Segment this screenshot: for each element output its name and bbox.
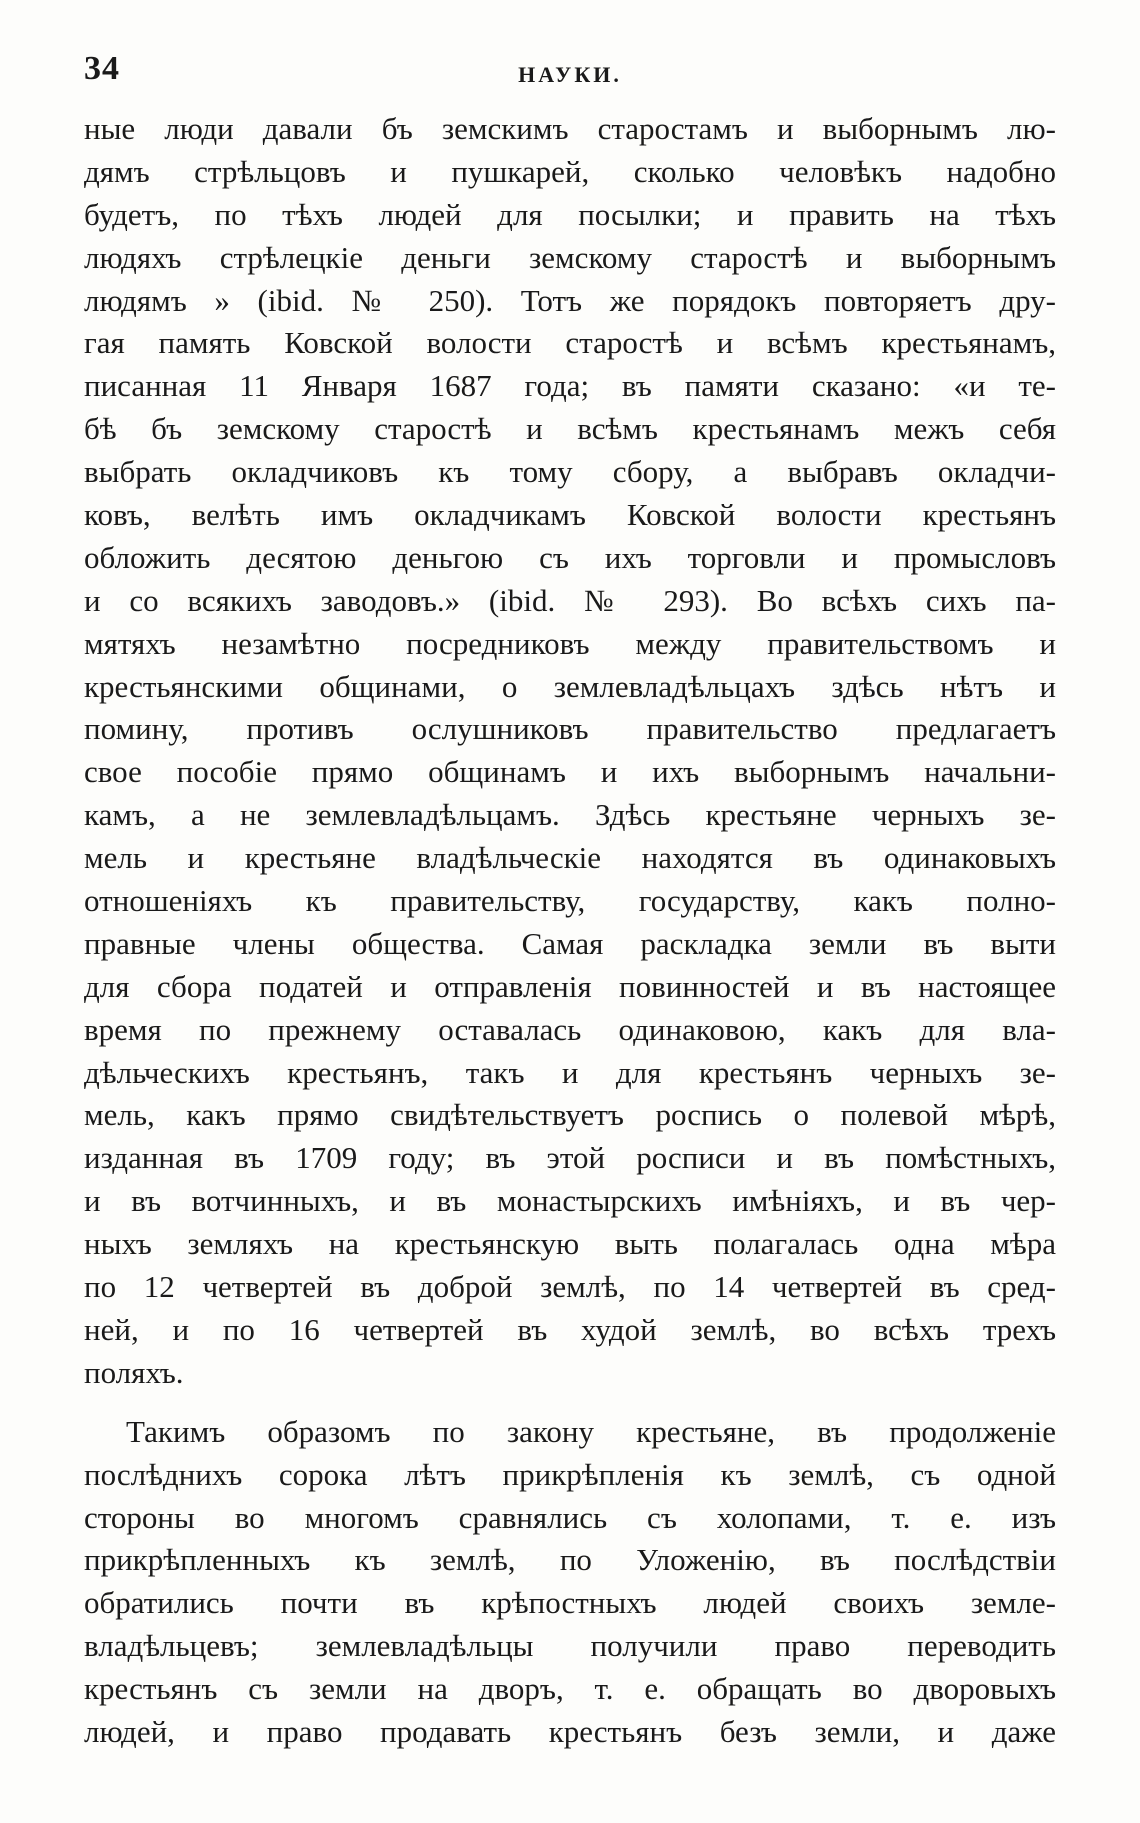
text-line: мель, какъ прямо свидѣтельствуетъ роспись о полевой мѣрѣ, bbox=[84, 1097, 1056, 1133]
text-line: ней, и по 16 четвертей въ худой землѣ, во всѣхъ трехъ bbox=[84, 1311, 1056, 1347]
text-line: для сбора податей и отправленія повинностей и въ настоящее bbox=[84, 968, 1056, 1004]
text-line: мель и крестьяне владѣльческіе находятся въ одинаковыхъ bbox=[84, 840, 1056, 876]
text-line: дямъ стрѣльцовъ и пушкарей, сколько человѣкъ надобно bbox=[84, 153, 1056, 189]
paragraph-1 bbox=[84, 108, 1056, 1395]
text-line: правные члены общества. Самая раскладка земли въ выти bbox=[84, 925, 1056, 961]
paragraph-2 bbox=[84, 1411, 1056, 1754]
text-line: время по прежнему оставалась одинаковою, какъ для вла- bbox=[84, 1011, 1056, 1047]
text-line: владѣльцевъ; землевладѣльцы получили право переводить bbox=[84, 1628, 1056, 1664]
page-number: 34 bbox=[84, 50, 120, 87]
running-title: НАУКИ. bbox=[518, 62, 622, 87]
text-line: выбрать окладчиковъ къ тому сбору, а выбравъ окладчи- bbox=[84, 454, 1056, 490]
text-line: людей, и право продавать крестьянъ безъ земли, и даже bbox=[84, 1713, 1056, 1749]
text-line: ковъ, велѣть имъ окладчикамъ Ковской волости крестьянъ bbox=[84, 497, 1056, 533]
text-line: прикрѣпленныхъ къ землѣ, по Уложенію, въ послѣдствіи bbox=[84, 1542, 1056, 1578]
page-header bbox=[84, 44, 1056, 94]
text-line: крестьянскими общинами, о землевладѣльцахъ здѣсь нѣтъ и bbox=[84, 668, 1056, 704]
text-line: изданная въ 1709 году; въ этой росписи и въ помѣстныхъ, bbox=[84, 1140, 1056, 1176]
text-line: обратились почти въ крѣпостныхъ людей своихъ земле- bbox=[84, 1585, 1056, 1621]
text-line: будетъ, по тѣхъ людей для посылки; и править на тѣхъ bbox=[84, 196, 1056, 232]
text-line: по 12 четвертей въ доброй землѣ, по 14 четвертей въ сред- bbox=[84, 1269, 1056, 1305]
text-line: свое пособіе прямо общинамъ и ихъ выборнымъ начальни- bbox=[84, 754, 1056, 790]
text-line: стороны во многомъ сравнялись съ холопами, т. е. изъ bbox=[84, 1499, 1056, 1535]
text-line: крестьянъ съ земли на дворъ, т. е. обращать во дворовыхъ bbox=[84, 1671, 1056, 1707]
text-line: писанная 11 Января 1687 года; въ памяти сказано: «и те- bbox=[84, 368, 1056, 404]
paragraph-gap bbox=[84, 1395, 1056, 1411]
text-line: людямъ » (ibid. № 250). Тотъ же порядокъ повторяетъ дру- bbox=[84, 282, 1056, 318]
text-line: отношеніяхъ къ правительству, государству, какъ полно- bbox=[84, 883, 1056, 919]
text-line: ные люди давали бъ земскимъ старостамъ и выборнымъ лю- bbox=[84, 111, 1056, 146]
text-line: людяхъ стрѣлецкіе деньги земскому старостѣ и выборнымъ bbox=[84, 239, 1056, 275]
text-line: и въ вотчинныхъ, и въ монастырскихъ имѣніяхъ, и въ чер- bbox=[84, 1183, 1056, 1219]
text-line: поляхъ. bbox=[84, 1354, 184, 1390]
text-line: камъ, а не землевладѣльцамъ. Здѣсь крестьяне черныхъ зе- bbox=[84, 797, 1056, 833]
text-line: бѣ бъ земскому старостѣ и всѣмъ крестьянамъ межъ себя bbox=[84, 411, 1056, 447]
body-text bbox=[84, 108, 1056, 1754]
text-line: послѣднихъ сорока лѣтъ прикрѣпленія къ землѣ, съ одной bbox=[84, 1456, 1056, 1492]
text-line: Такимъ образомъ по закону крестьяне, въ продолженіе bbox=[126, 1413, 1056, 1449]
text-line: ныхъ земляхъ на крестьянскую выть полагалась одна мѣра bbox=[84, 1226, 1056, 1262]
text-line: мятяхъ незамѣтно посредниковъ между правительствомъ и bbox=[84, 625, 1056, 661]
text-line: гая память Ковской волости старостѣ и всѣмъ крестьянамъ, bbox=[84, 325, 1056, 361]
text-line: и со всякихъ заводовъ.» (ibid. № 293). Во всѣхъ сихъ па- bbox=[84, 582, 1056, 618]
text-line: обложить десятою деньгою съ ихъ торговли и промысловъ bbox=[84, 539, 1056, 575]
text-line: дѣльческихъ крестьянъ, такъ и для крестьянъ черныхъ зе- bbox=[84, 1054, 1056, 1090]
text-line: помину, противъ ослушниковъ правительство предлагаетъ bbox=[84, 711, 1056, 747]
